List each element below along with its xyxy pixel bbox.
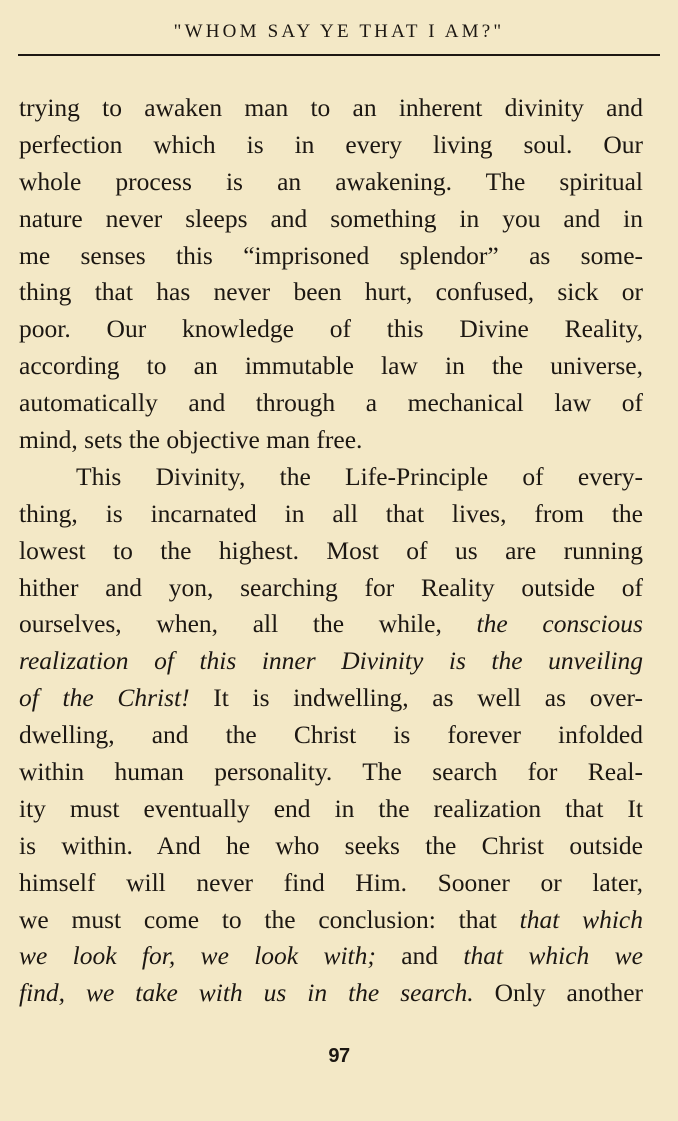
text-segment: me senses this “imprisoned splendor” as some-	[19, 240, 643, 270]
italic-text: the conscious	[476, 609, 643, 639]
italic-text: of the Christ!	[19, 683, 190, 713]
text-segment: trying to awaken man to an inherent divinity and	[19, 93, 643, 122]
text-segment: It is indwelling, as well as over-	[189, 683, 643, 713]
text-line	[19, 902, 643, 939]
body-text	[19, 90, 643, 1012]
text-segment: dwelling, and the Christ is forever infolded	[19, 720, 643, 750]
running-head: "WHOM SAY YE THAT I AM?"	[173, 21, 505, 42]
text-segment: perfection which is in every living soul. Our	[19, 129, 643, 159]
italic-text: find, we take with us in the search.	[19, 978, 474, 1008]
text-line	[19, 680, 643, 717]
text-line	[19, 496, 643, 533]
text-segment: ity must eventually end in the realization that It	[19, 793, 643, 823]
text-line	[19, 459, 643, 496]
text-line	[19, 238, 643, 275]
italic-text: that which we	[463, 941, 643, 971]
italic-text: we look for, we look with;	[19, 941, 376, 971]
text-line	[19, 791, 643, 828]
text-line	[19, 311, 643, 348]
text-segment: This Divinity, the Life-Principle of every-	[76, 461, 643, 491]
text-line	[19, 533, 643, 570]
text-segment: within human personality. The search for Real-	[19, 757, 643, 787]
text-line	[19, 127, 643, 164]
text-segment: hither and yon, searching for Reality outside of	[19, 572, 643, 602]
text-segment: lowest to the highest. Most of us are running	[19, 535, 643, 565]
text-line	[19, 201, 643, 238]
text-segment: ourselves, when, all the while,	[19, 609, 477, 639]
text-segment: according to an immutable law in the universe,	[19, 351, 643, 381]
text-line	[19, 865, 643, 902]
text-line	[19, 348, 643, 385]
text-segment: whole process is an awakening. The spiritual	[19, 166, 643, 196]
text-line	[19, 422, 643, 459]
header-rule	[18, 54, 660, 56]
text-segment: automatically and through a mechanical law of	[19, 388, 643, 418]
text-segment: is within. And he who seeks the Christ outside	[19, 830, 643, 860]
text-segment: nature never sleeps and something in you and in	[19, 203, 643, 233]
text-line	[19, 274, 643, 311]
text-line	[19, 643, 643, 680]
text-line	[19, 938, 643, 975]
text-line	[19, 717, 643, 754]
text-segment: and	[375, 941, 464, 971]
page-number: 97	[328, 1045, 350, 1067]
italic-text: that which	[519, 904, 643, 934]
text-segment: thing, is incarnated in all that lives, from the	[19, 498, 643, 528]
text-segment: mind, sets the objective man free.	[19, 425, 363, 455]
text-line	[19, 570, 643, 607]
text-line	[19, 90, 643, 127]
text-line	[19, 385, 643, 422]
text-line	[19, 975, 643, 1012]
italic-text: realization of this inner Divinity is the unveiling	[19, 646, 643, 676]
text-segment: we must come to the conclusion: that	[19, 904, 520, 934]
text-line	[19, 828, 643, 865]
text-line	[19, 606, 643, 643]
text-segment: Only another	[473, 978, 644, 1008]
text-segment: thing that has never been hurt, confused, sick or	[19, 277, 643, 307]
text-segment: poor. Our knowledge of this Divine Reality,	[19, 314, 643, 344]
text-line	[19, 754, 643, 791]
text-segment: himself will never find Him. Sooner or later,	[19, 867, 643, 897]
text-line	[19, 164, 643, 201]
